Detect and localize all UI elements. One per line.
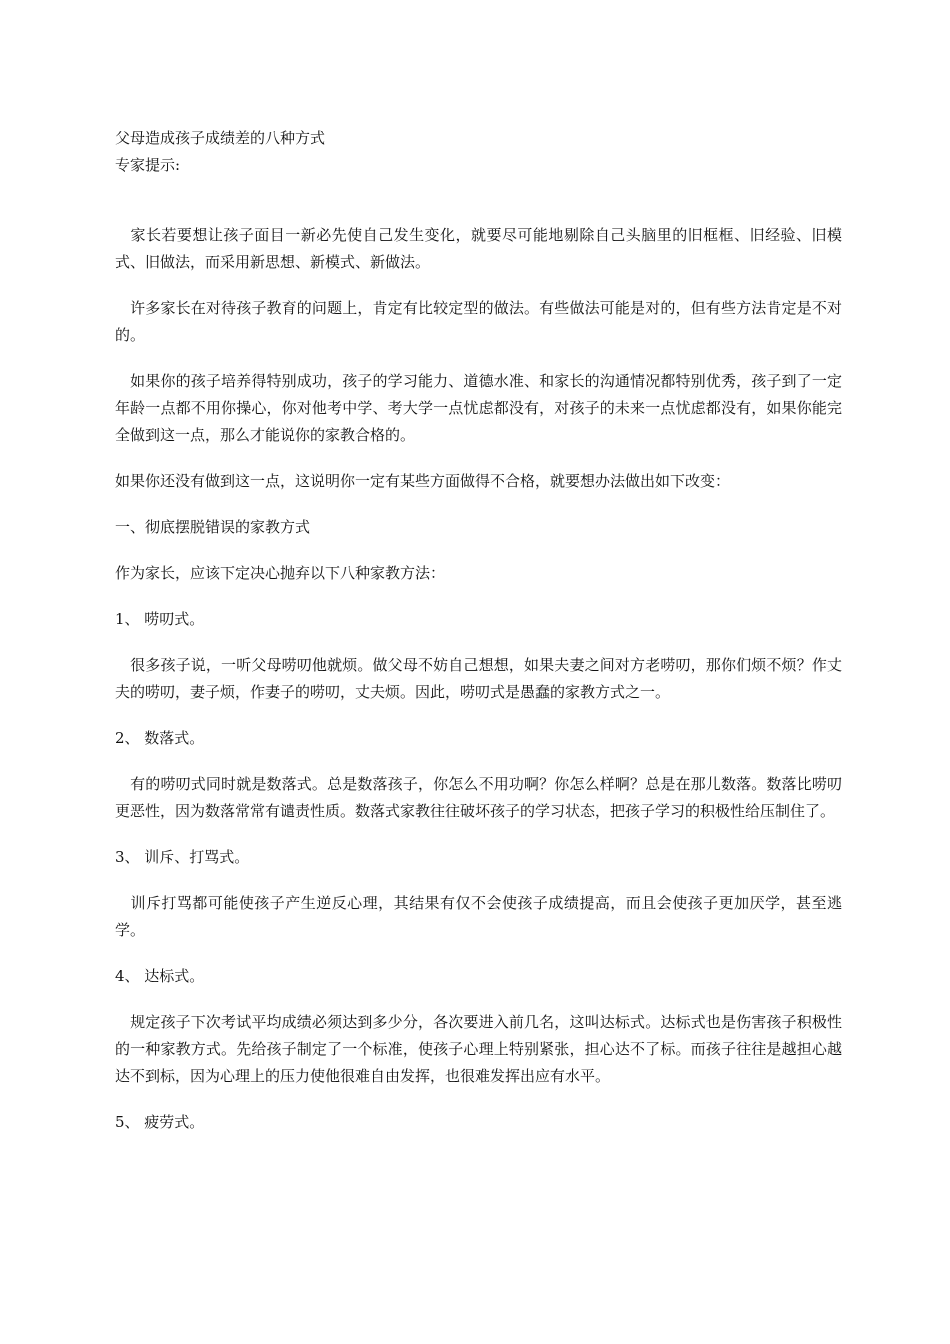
list-item-text: 很多孩子说，一听父母唠叨他就烦。做父母不妨自己想想，如果夫妻之间对方老唠叨，那你们烦不烦？作丈夫的唠叨，妻子烦，作妻子的唠叨，丈夫烦。因此，唠叨式是愚蠢的家教方式之一。 — [115, 656, 842, 701]
spacer — [115, 825, 842, 844]
paragraph-intro-2: 许多家长在对待孩子教育的问题上，肯定有比较定型的做法。有些做法可能是对的，但有些方法肯定是不对的。 — [115, 299, 842, 344]
list-item-title: 3、 训斥、打骂式。 — [115, 848, 250, 866]
list-item-title: 2、 数落式。 — [115, 729, 205, 747]
paragraph-intro-4: 如果你还没有做到这一点，这说明你一定有某些方面做得不合格，就要想办法做出如下改变： — [115, 472, 731, 490]
section-heading: 一、彻底摆脱错误的家教方式 — [115, 518, 311, 536]
document-subtitle: 专家提示: — [115, 156, 181, 174]
spacer — [115, 752, 842, 771]
spacer — [115, 990, 842, 1009]
document-title: 父母造成孩子成绩差的八种方式 — [115, 129, 326, 147]
list-item-text: 有的唠叨式同时就是数落式。总是数落孩子，你怎么不用功啊？你怎么样啊？总是在那儿数落。数落比唠叨更恶性，因为数落常常有谴责性质。数落式家教往往破坏孩子的学习状态，把孩子学习的积极性给压制住了。 — [115, 775, 842, 820]
spacer — [115, 449, 842, 468]
spacer — [115, 871, 842, 890]
spacer — [115, 495, 842, 514]
spacer — [115, 349, 842, 368]
paragraph-intro-3: 如果你的孩子培养得特别成功，孩子的学习能力、道德水准、和家长的沟通情况都特别优秀，孩子到了一定年龄一点都不用你操心，你对他考中学、考大学一点忧虑都没有，对孩子的未来一点忧虑都没有，如果你能完全做到这一点，那么才能说你的家教合格的。 — [115, 372, 842, 444]
list-item-text: 训斥打骂都可能使孩子产生逆反心理，其结果有仅不会使孩子成绩提高，而且会使孩子更加厌学，甚至逃学。 — [115, 894, 842, 939]
spacer — [115, 541, 842, 560]
paragraph-list-intro: 作为家长，应该下定决心抛弃以下八种家教方法： — [115, 564, 446, 582]
list-item-title: 4、 达标式。 — [115, 967, 205, 985]
list-item-title: 5、 疲劳式。 — [115, 1113, 205, 1131]
spacer — [115, 706, 842, 725]
spacer — [115, 179, 842, 222]
paragraph-intro-1: 家长若要想让孩子面目一新必先使自己发生变化，就要尽可能地剔除自己头脑里的旧框框、旧经验、旧模式、旧做法，而采用新思想、新模式、新做法。 — [115, 226, 842, 271]
spacer — [115, 587, 842, 606]
list-item-title: 1、 唠叨式。 — [115, 610, 205, 628]
spacer — [115, 276, 842, 295]
list-item-text: 规定孩子下次考试平均成绩必须达到多少分，各次要进入前几名，这叫达标式。达标式也是伤害孩子积极性的一种家教方式。先给孩子制定了一个标准，使孩子心理上特别紧张，担心达不了标。而孩子往往是越担心越达不到标，因为心理上的压力使他很难自由发挥，也很难发挥出应有水平。 — [115, 1013, 842, 1085]
spacer — [115, 944, 842, 963]
document-page — [115, 125, 842, 1136]
spacer — [115, 1090, 842, 1109]
spacer — [115, 633, 842, 652]
